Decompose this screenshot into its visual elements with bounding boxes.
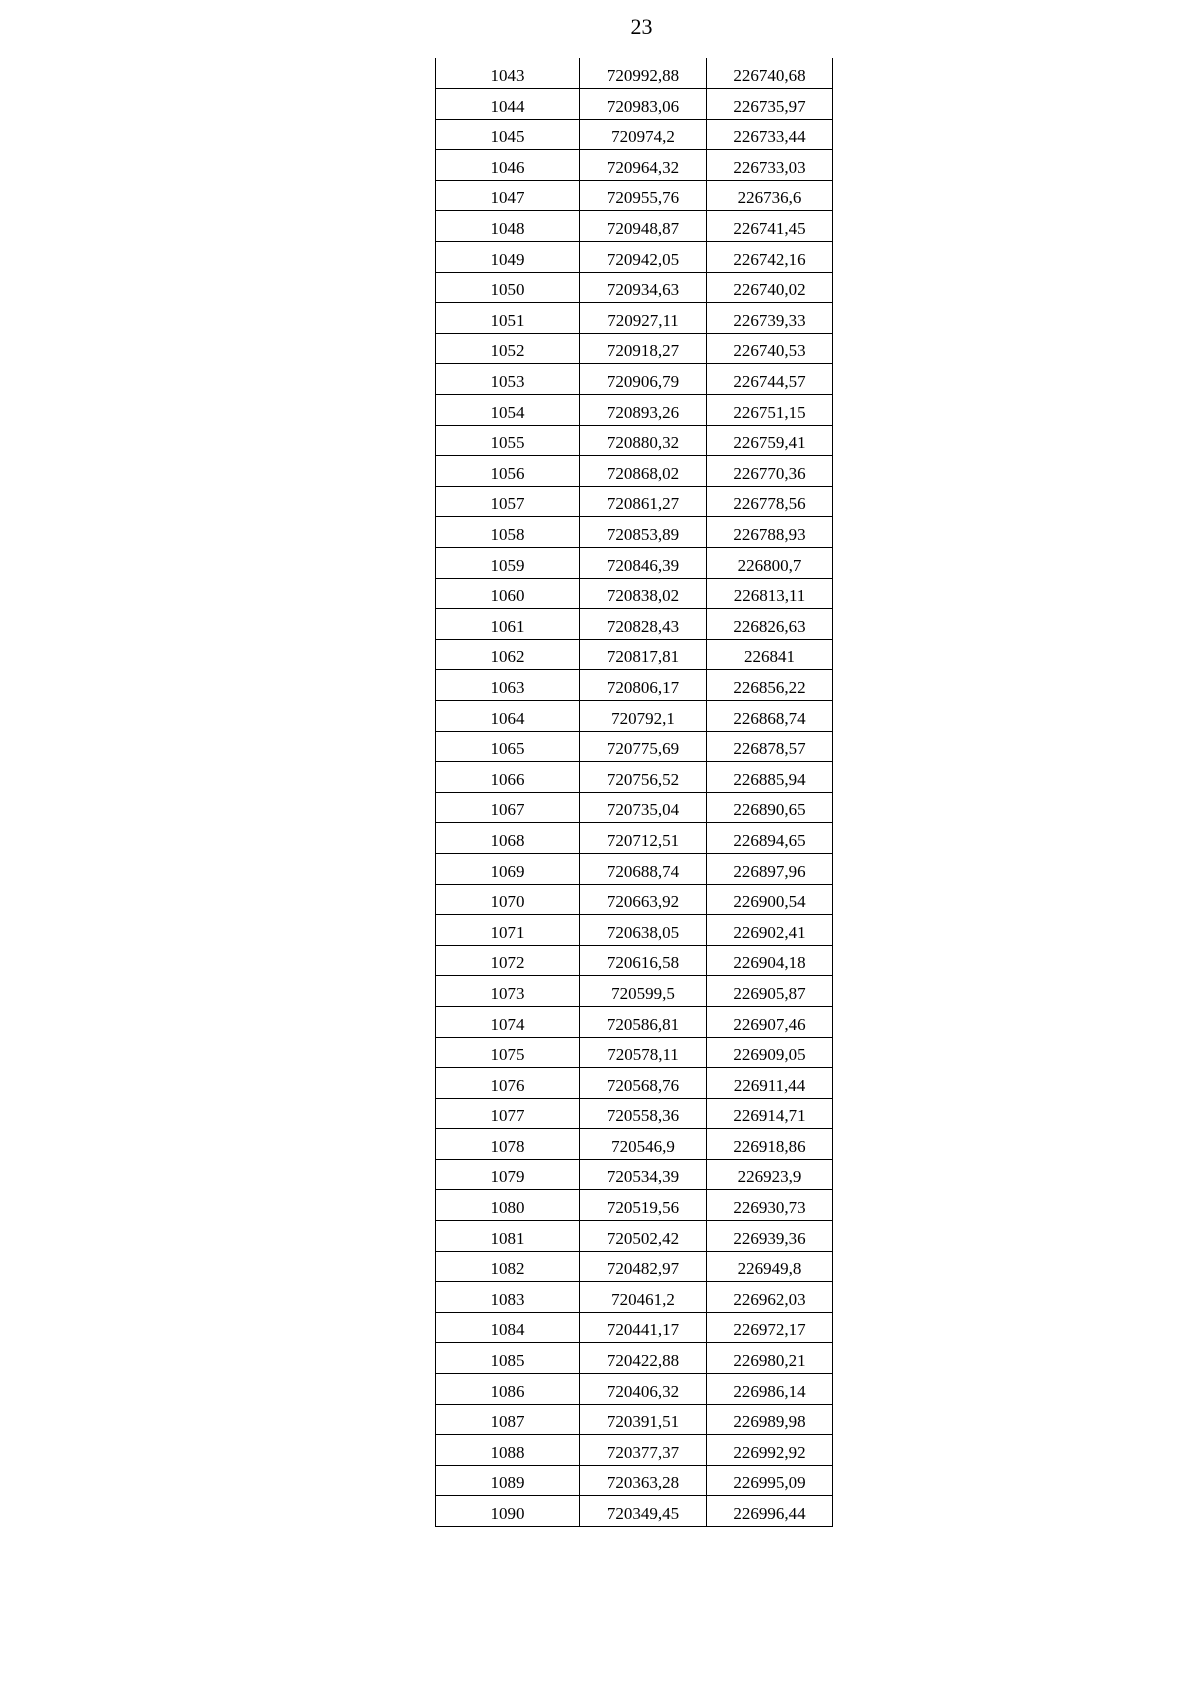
point-number-cell: 1053 bbox=[436, 364, 580, 395]
y-coordinate-cell: 226930,73 bbox=[707, 1190, 833, 1221]
table-row bbox=[436, 792, 833, 823]
point-number-cell: 1057 bbox=[436, 486, 580, 517]
y-coordinate-cell: 226885,94 bbox=[707, 762, 833, 793]
table-row bbox=[436, 853, 833, 884]
x-coordinate-cell: 720948,87 bbox=[580, 211, 707, 242]
y-coordinate-cell: 226856,22 bbox=[707, 670, 833, 701]
point-number-cell: 1070 bbox=[436, 884, 580, 915]
point-number-cell: 1044 bbox=[436, 89, 580, 120]
point-number-cell: 1077 bbox=[436, 1098, 580, 1129]
y-coordinate-cell: 226735,97 bbox=[707, 89, 833, 120]
y-coordinate-cell: 226989,98 bbox=[707, 1404, 833, 1435]
point-number-cell: 1051 bbox=[436, 303, 580, 334]
x-coordinate-cell: 720927,11 bbox=[580, 303, 707, 334]
table-row bbox=[436, 486, 833, 517]
table-row bbox=[436, 1221, 833, 1252]
table-row bbox=[436, 1435, 833, 1466]
y-coordinate-cell: 226751,15 bbox=[707, 395, 833, 426]
x-coordinate-cell: 720363,28 bbox=[580, 1465, 707, 1496]
point-number-cell: 1045 bbox=[436, 119, 580, 150]
point-number-cell: 1047 bbox=[436, 180, 580, 211]
y-coordinate-cell: 226939,36 bbox=[707, 1221, 833, 1252]
point-number-cell: 1062 bbox=[436, 639, 580, 670]
x-coordinate-cell: 720792,1 bbox=[580, 700, 707, 731]
table-row bbox=[436, 915, 833, 946]
x-coordinate-cell: 720955,76 bbox=[580, 180, 707, 211]
point-number-cell: 1078 bbox=[436, 1129, 580, 1160]
point-number-cell: 1065 bbox=[436, 731, 580, 762]
y-coordinate-cell: 226972,17 bbox=[707, 1312, 833, 1343]
point-number-cell: 1073 bbox=[436, 976, 580, 1007]
x-coordinate-cell: 720599,5 bbox=[580, 976, 707, 1007]
x-coordinate-cell: 720756,52 bbox=[580, 762, 707, 793]
table-row bbox=[436, 150, 833, 181]
x-coordinate-cell: 720934,63 bbox=[580, 272, 707, 303]
table-row bbox=[436, 211, 833, 242]
table-row bbox=[436, 1404, 833, 1435]
y-coordinate-cell: 226907,46 bbox=[707, 1006, 833, 1037]
table-row bbox=[436, 1037, 833, 1068]
y-coordinate-cell: 226909,05 bbox=[707, 1037, 833, 1068]
x-coordinate-cell: 720519,56 bbox=[580, 1190, 707, 1221]
table-row bbox=[436, 976, 833, 1007]
x-coordinate-cell: 720502,42 bbox=[580, 1221, 707, 1252]
y-coordinate-cell: 226900,54 bbox=[707, 884, 833, 915]
x-coordinate-cell: 720853,89 bbox=[580, 517, 707, 548]
point-number-cell: 1056 bbox=[436, 456, 580, 487]
point-number-cell: 1049 bbox=[436, 242, 580, 273]
x-coordinate-cell: 720974,2 bbox=[580, 119, 707, 150]
table-row bbox=[436, 303, 833, 334]
table-row bbox=[436, 58, 833, 89]
table-row bbox=[436, 1006, 833, 1037]
y-coordinate-cell: 226914,71 bbox=[707, 1098, 833, 1129]
y-coordinate-cell: 226741,45 bbox=[707, 211, 833, 242]
point-number-cell: 1087 bbox=[436, 1404, 580, 1435]
table-row bbox=[436, 1098, 833, 1129]
point-number-cell: 1059 bbox=[436, 548, 580, 579]
x-coordinate-cell: 720558,36 bbox=[580, 1098, 707, 1129]
x-coordinate-cell: 720992,88 bbox=[580, 58, 707, 89]
x-coordinate-cell: 720482,97 bbox=[580, 1251, 707, 1282]
x-coordinate-cell: 720806,17 bbox=[580, 670, 707, 701]
point-number-cell: 1058 bbox=[436, 517, 580, 548]
coordinates-table-body bbox=[436, 58, 833, 1527]
point-number-cell: 1043 bbox=[436, 58, 580, 89]
table-row bbox=[436, 1159, 833, 1190]
table-row bbox=[436, 89, 833, 120]
point-number-cell: 1064 bbox=[436, 700, 580, 731]
point-number-cell: 1050 bbox=[436, 272, 580, 303]
table-row bbox=[436, 395, 833, 426]
x-coordinate-cell: 720349,45 bbox=[580, 1496, 707, 1527]
point-number-cell: 1052 bbox=[436, 333, 580, 364]
y-coordinate-cell: 226788,93 bbox=[707, 517, 833, 548]
point-number-cell: 1075 bbox=[436, 1037, 580, 1068]
point-number-cell: 1081 bbox=[436, 1221, 580, 1252]
x-coordinate-cell: 720828,43 bbox=[580, 609, 707, 640]
y-coordinate-cell: 226778,56 bbox=[707, 486, 833, 517]
x-coordinate-cell: 720441,17 bbox=[580, 1312, 707, 1343]
table-row bbox=[436, 884, 833, 915]
table-row bbox=[436, 609, 833, 640]
y-coordinate-cell: 226992,92 bbox=[707, 1435, 833, 1466]
point-number-cell: 1048 bbox=[436, 211, 580, 242]
table-row bbox=[436, 1312, 833, 1343]
y-coordinate-cell: 226890,65 bbox=[707, 792, 833, 823]
table-row bbox=[436, 1190, 833, 1221]
point-number-cell: 1089 bbox=[436, 1465, 580, 1496]
x-coordinate-cell: 720586,81 bbox=[580, 1006, 707, 1037]
table-row bbox=[436, 333, 833, 364]
y-coordinate-cell: 226770,36 bbox=[707, 456, 833, 487]
table-row bbox=[436, 1129, 833, 1160]
x-coordinate-cell: 720964,32 bbox=[580, 150, 707, 181]
table-row bbox=[436, 456, 833, 487]
x-coordinate-cell: 720846,39 bbox=[580, 548, 707, 579]
x-coordinate-cell: 720983,06 bbox=[580, 89, 707, 120]
table-row bbox=[436, 762, 833, 793]
x-coordinate-cell: 720688,74 bbox=[580, 853, 707, 884]
x-coordinate-cell: 720546,9 bbox=[580, 1129, 707, 1160]
y-coordinate-cell: 226739,33 bbox=[707, 303, 833, 334]
y-coordinate-cell: 226742,16 bbox=[707, 242, 833, 273]
y-coordinate-cell: 226800,7 bbox=[707, 548, 833, 579]
point-number-cell: 1060 bbox=[436, 578, 580, 609]
point-number-cell: 1072 bbox=[436, 945, 580, 976]
y-coordinate-cell: 226905,87 bbox=[707, 976, 833, 1007]
table-row bbox=[436, 639, 833, 670]
table-row bbox=[436, 578, 833, 609]
point-number-cell: 1076 bbox=[436, 1068, 580, 1099]
point-number-cell: 1083 bbox=[436, 1282, 580, 1313]
table-row bbox=[436, 823, 833, 854]
y-coordinate-cell: 226733,03 bbox=[707, 150, 833, 181]
y-coordinate-cell: 226996,44 bbox=[707, 1496, 833, 1527]
point-number-cell: 1084 bbox=[436, 1312, 580, 1343]
point-number-cell: 1067 bbox=[436, 792, 580, 823]
y-coordinate-cell: 226902,41 bbox=[707, 915, 833, 946]
x-coordinate-cell: 720578,11 bbox=[580, 1037, 707, 1068]
y-coordinate-cell: 226949,8 bbox=[707, 1251, 833, 1282]
point-number-cell: 1066 bbox=[436, 762, 580, 793]
x-coordinate-cell: 720906,79 bbox=[580, 364, 707, 395]
y-coordinate-cell: 226986,14 bbox=[707, 1374, 833, 1405]
x-coordinate-cell: 720534,39 bbox=[580, 1159, 707, 1190]
x-coordinate-cell: 720880,32 bbox=[580, 425, 707, 456]
table-row bbox=[436, 1343, 833, 1374]
table-row bbox=[436, 180, 833, 211]
point-number-cell: 1055 bbox=[436, 425, 580, 456]
x-coordinate-cell: 720838,02 bbox=[580, 578, 707, 609]
x-coordinate-cell: 720918,27 bbox=[580, 333, 707, 364]
x-coordinate-cell: 720868,02 bbox=[580, 456, 707, 487]
y-coordinate-cell: 226918,86 bbox=[707, 1129, 833, 1160]
y-coordinate-cell: 226841 bbox=[707, 639, 833, 670]
y-coordinate-cell: 226868,74 bbox=[707, 700, 833, 731]
point-number-cell: 1088 bbox=[436, 1435, 580, 1466]
x-coordinate-cell: 720775,69 bbox=[580, 731, 707, 762]
point-number-cell: 1074 bbox=[436, 1006, 580, 1037]
x-coordinate-cell: 720377,37 bbox=[580, 1435, 707, 1466]
y-coordinate-cell: 226733,44 bbox=[707, 119, 833, 150]
point-number-cell: 1046 bbox=[436, 150, 580, 181]
table-row bbox=[436, 1496, 833, 1527]
x-coordinate-cell: 720422,88 bbox=[580, 1343, 707, 1374]
point-number-cell: 1069 bbox=[436, 853, 580, 884]
table-row bbox=[436, 731, 833, 762]
table-row bbox=[436, 1068, 833, 1099]
table-row bbox=[436, 119, 833, 150]
y-coordinate-cell: 226740,53 bbox=[707, 333, 833, 364]
point-number-cell: 1071 bbox=[436, 915, 580, 946]
y-coordinate-cell: 226813,11 bbox=[707, 578, 833, 609]
x-coordinate-cell: 720861,27 bbox=[580, 486, 707, 517]
x-coordinate-cell: 720461,2 bbox=[580, 1282, 707, 1313]
x-coordinate-cell: 720942,05 bbox=[580, 242, 707, 273]
table-row bbox=[436, 272, 833, 303]
page-number: 23 bbox=[630, 14, 653, 39]
y-coordinate-cell: 226736,6 bbox=[707, 180, 833, 211]
x-coordinate-cell: 720406,32 bbox=[580, 1374, 707, 1405]
point-number-cell: 1068 bbox=[436, 823, 580, 854]
point-number-cell: 1085 bbox=[436, 1343, 580, 1374]
y-coordinate-cell: 226962,03 bbox=[707, 1282, 833, 1313]
x-coordinate-cell: 720391,51 bbox=[580, 1404, 707, 1435]
y-coordinate-cell: 226744,57 bbox=[707, 364, 833, 395]
table-row bbox=[436, 364, 833, 395]
y-coordinate-cell: 226980,21 bbox=[707, 1343, 833, 1374]
x-coordinate-cell: 720568,76 bbox=[580, 1068, 707, 1099]
point-number-cell: 1082 bbox=[436, 1251, 580, 1282]
table-row bbox=[436, 1282, 833, 1313]
y-coordinate-cell: 226897,96 bbox=[707, 853, 833, 884]
x-coordinate-cell: 720817,81 bbox=[580, 639, 707, 670]
table-row bbox=[436, 945, 833, 976]
coordinates-table bbox=[435, 58, 833, 1527]
x-coordinate-cell: 720616,58 bbox=[580, 945, 707, 976]
y-coordinate-cell: 226740,68 bbox=[707, 58, 833, 89]
point-number-cell: 1063 bbox=[436, 670, 580, 701]
point-number-cell: 1090 bbox=[436, 1496, 580, 1527]
x-coordinate-cell: 720712,51 bbox=[580, 823, 707, 854]
table-row bbox=[436, 1465, 833, 1496]
x-coordinate-cell: 720893,26 bbox=[580, 395, 707, 426]
table-row bbox=[436, 242, 833, 273]
y-coordinate-cell: 226878,57 bbox=[707, 731, 833, 762]
x-coordinate-cell: 720638,05 bbox=[580, 915, 707, 946]
point-number-cell: 1079 bbox=[436, 1159, 580, 1190]
point-number-cell: 1054 bbox=[436, 395, 580, 426]
table-row bbox=[436, 1374, 833, 1405]
y-coordinate-cell: 226995,09 bbox=[707, 1465, 833, 1496]
point-number-cell: 1080 bbox=[436, 1190, 580, 1221]
point-number-cell: 1061 bbox=[436, 609, 580, 640]
table-row bbox=[436, 1251, 833, 1282]
x-coordinate-cell: 720735,04 bbox=[580, 792, 707, 823]
y-coordinate-cell: 226923,9 bbox=[707, 1159, 833, 1190]
y-coordinate-cell: 226904,18 bbox=[707, 945, 833, 976]
table-row bbox=[436, 517, 833, 548]
y-coordinate-cell: 226911,44 bbox=[707, 1068, 833, 1099]
table-row bbox=[436, 670, 833, 701]
y-coordinate-cell: 226740,02 bbox=[707, 272, 833, 303]
point-number-cell: 1086 bbox=[436, 1374, 580, 1405]
table-row bbox=[436, 425, 833, 456]
y-coordinate-cell: 226759,41 bbox=[707, 425, 833, 456]
y-coordinate-cell: 226826,63 bbox=[707, 609, 833, 640]
table-row bbox=[436, 548, 833, 579]
y-coordinate-cell: 226894,65 bbox=[707, 823, 833, 854]
x-coordinate-cell: 720663,92 bbox=[580, 884, 707, 915]
table-row bbox=[436, 700, 833, 731]
